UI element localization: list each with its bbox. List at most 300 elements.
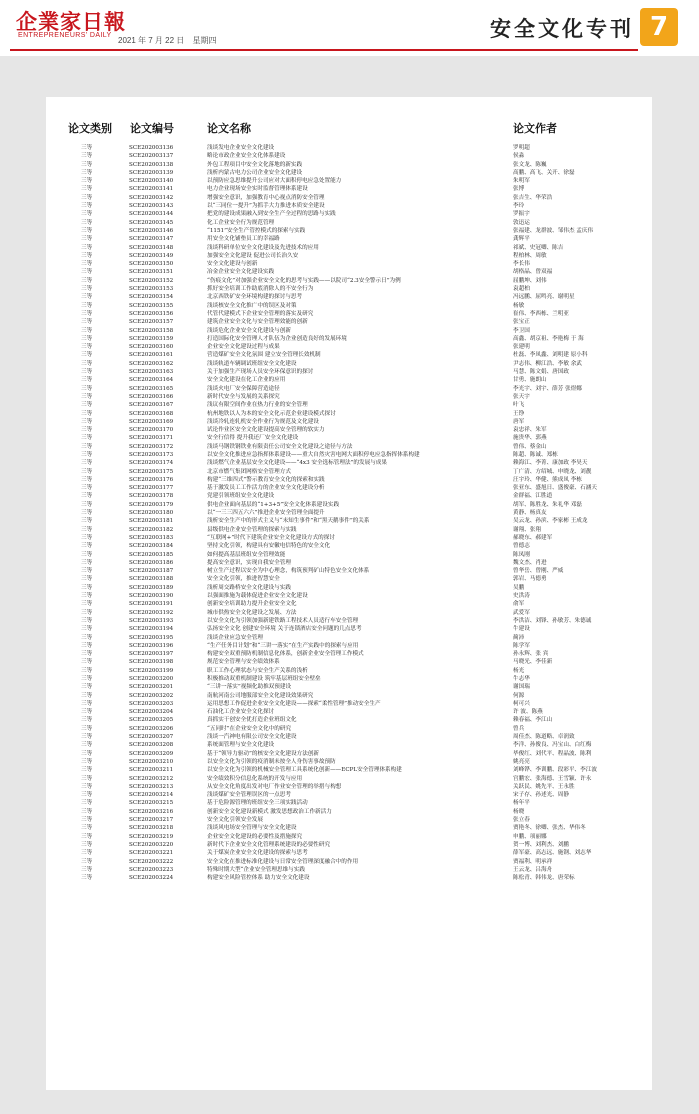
cell-author: 屈鹏坤、刘伟: [513, 277, 547, 284]
table-row: [0, 609, 699, 617]
cell-title: 系统面管理与安全文化建设: [207, 742, 275, 749]
cell-title: 积极推动双重机制建设 筑牢基层班组安全壁垒: [207, 676, 321, 682]
table-row: [0, 210, 699, 218]
table-row: [0, 393, 699, 401]
cell-title: 党建引领班组安全文化建设: [207, 493, 275, 500]
cell-author: 赖海江、李菁、康加政 李昊天: [513, 460, 588, 467]
cell-title: 北京西铁矿安全环境构建的探讨与思考: [207, 294, 303, 301]
table-row: [0, 219, 699, 227]
table-row: [0, 766, 699, 774]
cell-category: 三等: [81, 808, 93, 815]
cell-number: SCE202003223: [129, 866, 174, 873]
cell-author: 李光宇、刘宇、薛芳 张煜娜: [513, 385, 582, 392]
table-row: [0, 335, 699, 343]
cell-title: “生产任务目计划”和“三讲一落实”在生产实践中的探索与应用: [207, 642, 359, 649]
cell-number: SCE202003155: [129, 302, 174, 309]
cell-category: 三等: [81, 700, 93, 707]
cell-number: SCE202003165: [129, 385, 174, 392]
cell-author: 曾华岳、曾刚、严威: [513, 568, 564, 575]
cell-number: SCE202003189: [129, 584, 174, 591]
cell-author: 牛建设: [513, 626, 530, 633]
cell-title: 真抓实干创安全优打造企业班组文化: [207, 717, 297, 724]
cell-category: 三等: [81, 244, 93, 251]
cell-number: SCE202003205: [129, 717, 174, 724]
cell-author: 姚亮亮: [513, 758, 530, 765]
cell-title: 杭州地铁以人为本的安全文化示范企业建设模式探讨: [207, 410, 336, 417]
cell-author: 贺一博、刘利杰、刘鹏: [513, 841, 569, 848]
cell-category: 三等: [81, 609, 93, 616]
cell-title: 新时代安全与发展的关系探究: [207, 393, 280, 400]
cell-category: 三等: [81, 709, 93, 716]
cell-author: 吴云龙、孙滨、李家彬 王成龙: [513, 518, 588, 525]
cell-number: SCE202003160: [129, 344, 174, 351]
cell-title: 浅谈企业应急安全管理: [207, 634, 263, 641]
table-row: [0, 418, 699, 426]
cell-title: 创新安全培训助力提升企业安全文化: [207, 601, 297, 608]
cell-title: “1151”安全生产管控模式的探索与实践: [207, 227, 306, 234]
cell-category: 三等: [81, 626, 93, 633]
cell-category: 三等: [81, 800, 93, 807]
cell-author: 杨年平: [513, 800, 530, 807]
table-row: [0, 534, 699, 542]
cell-number: SCE202003200: [129, 676, 174, 682]
cell-number: SCE202003213: [129, 783, 174, 790]
table-row: [0, 650, 699, 658]
cell-number: SCE202003146: [129, 227, 174, 234]
cell-number: SCE202003196: [129, 642, 174, 649]
cell-category: 三等: [81, 584, 93, 591]
cell-author: 宫鹏宏、张海德、王雪颖、许永: [513, 775, 592, 782]
cell-author: 王云龙、吕海舟: [513, 866, 553, 873]
cell-number: SCE202003181: [129, 518, 174, 525]
cell-number: SCE202003161: [129, 352, 174, 359]
newspaper-logo: 企業家日報: [16, 9, 126, 34]
cell-title: 浅析安全生产中的形式主义与“未知生事件”和“黑天鹅事件”的关系: [207, 518, 370, 525]
table-row: [0, 849, 699, 857]
cell-title: 城市供热安全文化建设之发展、方法: [207, 609, 297, 616]
table-row: [0, 185, 699, 193]
cell-title: 构建安全风险管控体系 助力安全文化建设: [207, 875, 310, 882]
cell-category: 三等: [81, 302, 93, 309]
table-row: [0, 551, 699, 559]
cell-category: 三等: [81, 211, 93, 218]
cell-author: 薛军豪、高志远、施钢、刘志华: [513, 850, 592, 857]
cell-number: SCE202003198: [129, 659, 174, 666]
table-row: [0, 725, 699, 733]
cell-number: SCE202003215: [129, 800, 174, 807]
cell-title: 营造煤矿安全文化氛围 建立安全管理长效机制: [207, 352, 321, 359]
cell-number: SCE202003173: [129, 451, 174, 458]
cell-category: 三等: [81, 692, 93, 699]
table-row: [0, 858, 699, 866]
cell-author: 胡格晶、曾双福: [513, 269, 553, 276]
cell-category: 三等: [81, 261, 93, 268]
cell-number: SCE202003217: [129, 817, 174, 824]
cell-title: 安全绩效积分信息化系统的开发与应用: [207, 775, 303, 782]
cell-author: 牛志华: [513, 676, 530, 682]
cell-author: 杜磊、李凤鑫、刘明建 原小科: [513, 352, 588, 359]
table-row: [0, 799, 699, 807]
table-row: [0, 733, 699, 741]
table-row: [0, 169, 699, 177]
cell-number: SCE202003177: [129, 485, 174, 492]
cell-number: SCE202003218: [129, 825, 174, 832]
cell-title: 以安全文化为引领加强新建铁路工程技术人员适行车安全管理: [207, 617, 359, 624]
cell-category: 三等: [81, 642, 93, 649]
cell-category: 三等: [81, 875, 93, 882]
cell-category: 三等: [81, 335, 93, 342]
cell-category: 三等: [81, 501, 93, 508]
cell-author: 曾德志: [513, 543, 530, 550]
cell-title: “互联网+”时代下建筑企业安全文化建设方式的探讨: [207, 534, 335, 541]
cell-number: SCE202003144: [129, 211, 174, 218]
cell-author: 张福建、龙群波、邹伟杰 孟庆伟: [513, 227, 594, 234]
table-row: [0, 808, 699, 816]
cell-category: 三等: [81, 576, 93, 583]
cell-title: 以安全文化为引领的机械安全管理工具系统化创新——ECPL安全管理体系构建: [207, 767, 402, 774]
table-row: [0, 708, 699, 716]
cell-author: 李卫国: [513, 327, 530, 334]
cell-number: SCE202003210: [129, 758, 174, 765]
cell-author: 龚辉平: [513, 236, 530, 243]
table-row: [0, 468, 699, 476]
cell-category: 三等: [81, 443, 93, 450]
cell-number: SCE202003187: [129, 568, 174, 575]
cell-category: 三等: [81, 841, 93, 848]
table-row: [0, 161, 699, 169]
cell-number: SCE202003202: [129, 692, 174, 699]
paper-list: [0, 144, 699, 882]
cell-number: SCE202003140: [129, 178, 174, 185]
table-row: [0, 492, 699, 500]
cell-category: 三等: [81, 360, 93, 367]
cell-title: 南航河南公司地服部安全文化建设效果研究: [207, 692, 314, 699]
cell-author: 胡军、陈胜龙、朱礼华 邓磊: [513, 501, 582, 508]
cell-category: 三等: [81, 568, 93, 575]
cell-author: 柯可兴: [513, 700, 530, 707]
cell-title: 浅议有限空间作业在热力行业的安全管理: [207, 402, 308, 409]
cell-author: 谢翔、张翔: [513, 526, 541, 533]
cell-category: 三等: [81, 651, 93, 658]
cell-number: SCE202003145: [129, 219, 174, 226]
cell-number: SCE202003168: [129, 410, 174, 417]
cell-author: 杨敏: [513, 302, 525, 309]
cell-title: 代管代建模式下企业安全管理的落实及研究: [207, 310, 314, 317]
cell-number: SCE202003203: [129, 700, 174, 707]
cell-title: 县级供电企业安全管理的探索与实践: [207, 526, 297, 533]
cell-category: 三等: [81, 518, 93, 525]
cell-title: 电力企业现场安全实时监督管理体系建设: [207, 186, 308, 193]
cell-number: SCE202003191: [129, 601, 174, 608]
cell-number: SCE202003167: [129, 402, 174, 409]
cell-title: 抓好安全培训工作助底消除人的不安全行为: [207, 286, 314, 293]
cell-author: 关跃民、姚先平、王永胜: [513, 783, 575, 790]
cell-author: 唐军: [513, 418, 525, 425]
table-row: [0, 750, 699, 758]
cell-author: 杨晓: [513, 808, 525, 815]
cell-title: 冶金企业安全文化建设实践: [207, 269, 275, 276]
weekday-text: 星期四: [192, 36, 217, 45]
cell-author: 郝晓东、郝建军: [513, 534, 553, 541]
cell-category: 三等: [81, 858, 93, 865]
cell-title: 略论市政企业安全文化体系建设: [207, 153, 286, 160]
cell-author: 袁忠祥、朱军: [513, 427, 547, 434]
cell-title: 浅谈一汽神电有限公司安全文化建设: [207, 734, 297, 741]
table-row: [0, 675, 699, 683]
cell-category: 三等: [81, 742, 93, 749]
cell-author: 张文龙、陈巍: [513, 161, 547, 168]
issue-date: [118, 35, 223, 46]
cell-category: 三等: [81, 717, 93, 724]
cell-title: 从安全文化角度出发对电厂作业安全管理的举措与构想: [207, 783, 342, 790]
cell-category: 三等: [81, 725, 93, 732]
cell-category: 三等: [81, 435, 93, 442]
table-row: [0, 194, 699, 202]
cell-number: SCE202003138: [129, 161, 174, 168]
table-row: [0, 584, 699, 592]
cell-title: 打造国际化安全管理人才队伍为企业创造良好的发展环境: [207, 335, 347, 342]
cell-category: 三等: [81, 593, 93, 600]
table-row: [0, 443, 699, 451]
table-row: [0, 874, 699, 882]
cell-title: 浅析内蒙古电力公司企业安全文化建设: [207, 169, 303, 176]
cell-title: 安全文化建设与创新: [207, 261, 258, 268]
cell-category: 三等: [81, 559, 93, 566]
table-row: [0, 152, 699, 160]
cell-author: 谢国瑞: [513, 684, 530, 691]
cell-author: 张亚东、盛旭日、盛俊豪、石涵天: [513, 485, 597, 492]
cell-title: 增强安全意识，加强教育中心视点消防安全管理: [207, 194, 325, 201]
cell-author: 何源: [513, 692, 525, 699]
cell-title: 运用思想工作促进企业安全文化建设——探索“柔性管理”推动安全生产: [207, 700, 381, 707]
cell-title: 以安全文化为引领的疫消制未按全人身伤害事故预防: [207, 758, 336, 765]
cell-number: SCE202003142: [129, 194, 174, 201]
cell-category: 三等: [81, 145, 93, 151]
cell-category: 三等: [81, 319, 93, 326]
cell-author: 孙永辉、张 宾: [513, 651, 549, 658]
cell-category: 三等: [81, 792, 93, 799]
table-row: [0, 600, 699, 608]
table-row: [0, 252, 699, 260]
cell-category: 三等: [81, 269, 93, 276]
cell-category: 三等: [81, 393, 93, 400]
header-divider: [10, 49, 638, 51]
table-row: [0, 526, 699, 534]
cell-category: 三等: [81, 277, 93, 284]
table-row: [0, 716, 699, 724]
cell-title: 浅谈燃气企业基层安全文化建设——“4x3 安全选标管理法”的发展与成果: [207, 460, 387, 467]
table-row: [0, 741, 699, 749]
cell-category: 三等: [81, 178, 93, 185]
table-row: [0, 327, 699, 335]
cell-title: 安全行信得 提升我还厂安全文化建设: [207, 435, 299, 442]
header-number: 论文编号: [130, 122, 174, 135]
cell-title: 用安全文化铺垫员工的幸福路: [207, 236, 280, 243]
cell-author: 张立春: [513, 817, 530, 824]
cell-author: 黄静、杨真友: [513, 510, 547, 517]
table-row: [0, 592, 699, 600]
cell-number: SCE202003186: [129, 559, 174, 566]
table-row: [0, 410, 699, 418]
cell-category: 三等: [81, 684, 93, 691]
table-row: [0, 293, 699, 301]
cell-category: 三等: [81, 194, 93, 201]
cell-category: 三等: [81, 377, 93, 384]
cell-author: 毕俊红、刘代平、程晶波、陈利: [513, 750, 592, 757]
cell-author: 罗明超: [513, 145, 530, 151]
table-row: [0, 617, 699, 625]
cell-title: 浅谈马钢铁钢铁业有限责任公司安全文化建设之途径与方法: [207, 443, 353, 450]
cell-author: 李洪洁、刘锋、孙敏芳、朱德诚: [513, 617, 592, 624]
cell-author: 陈学军: [513, 642, 530, 649]
cell-category: 三等: [81, 850, 93, 857]
cell-number: SCE202003169: [129, 418, 174, 425]
cell-category: 三等: [81, 294, 93, 301]
cell-category: 三等: [81, 817, 93, 824]
cell-title: 构建“三维四式”警示教育安全文化的探索和实践: [207, 476, 325, 483]
cell-number: SCE202003180: [129, 510, 174, 517]
table-row: [0, 401, 699, 409]
cell-title: 基于激发员工工作活力的企业安全文化建设分析: [207, 485, 325, 492]
cell-number: SCE202003170: [129, 427, 174, 434]
cell-number: SCE202003149: [129, 252, 174, 259]
cell-title: 如何提高基层班组安全管理效能: [207, 551, 286, 558]
table-row: [0, 476, 699, 484]
cell-category: 三等: [81, 352, 93, 359]
cell-title: 提高安全意识，实现自我安全管理: [207, 559, 291, 566]
cell-number: SCE202003190: [129, 593, 174, 600]
table-row: [0, 816, 699, 824]
cell-author: 贾艳冬、徐卿、张杰、华伟冬: [513, 825, 586, 832]
cell-number: SCE202003166: [129, 393, 174, 400]
cell-number: SCE202003193: [129, 617, 174, 624]
cell-category: 三等: [81, 866, 93, 873]
cell-author: 陈松青、韩伟龙、唐荣标: [513, 875, 575, 882]
cell-number: SCE202003192: [129, 609, 174, 616]
cell-category: 三等: [81, 468, 93, 475]
cell-author: 丁广清、方绍城、申晓龙、刘靓: [513, 468, 592, 475]
cell-author: 陈凤刚: [513, 551, 530, 558]
cell-category: 三等: [81, 659, 93, 666]
cell-title: 创新安全文化建设新模式 激发思想政治工作新活力: [207, 808, 332, 815]
table-row: [0, 542, 699, 550]
masthead: [0, 0, 699, 56]
cell-author: 蔺沛: [513, 634, 525, 641]
cell-category: 三等: [81, 758, 93, 765]
cell-title: 试论作业区安全文化建设提高安全管理的软实力: [207, 427, 325, 434]
table-row: [0, 426, 699, 434]
cell-author: 郭岩、马德勇: [513, 576, 547, 583]
cell-number: SCE202003136: [129, 145, 174, 151]
cell-number: SCE202003154: [129, 294, 174, 301]
cell-author: 周佳杰、陈道略、卓润致: [513, 734, 575, 741]
cell-number: SCE202003156: [129, 310, 174, 317]
cell-author: 叶飞: [513, 402, 525, 409]
cell-title: 供电企业面向基层的“1+3+5”安全文化体系建设实践: [207, 501, 340, 508]
cell-author: 俞军: [513, 601, 525, 608]
cell-number: SCE202003148: [129, 244, 174, 251]
cell-category: 三等: [81, 219, 93, 226]
cell-author: 李洋、孙俊良、冯宝山、白红梅: [513, 742, 592, 749]
cell-title: 企业安全文化建设的必要性及措施探究: [207, 833, 303, 840]
table-row: [0, 692, 699, 700]
cell-number: SCE202003163: [129, 369, 174, 376]
cell-category: 三等: [81, 617, 93, 624]
cell-author: 贾福利、明承祥: [513, 858, 553, 865]
cell-title: 坚持文化引领，构建具有安徽电信特色的安全文化: [207, 543, 331, 550]
table-row: [0, 235, 699, 243]
cell-category: 三等: [81, 485, 93, 492]
cell-author: 崔伟、李西栋、兰明亚: [513, 310, 569, 317]
table-row: [0, 841, 699, 849]
cell-number: SCE202003219: [129, 833, 174, 840]
table-row: [0, 451, 699, 459]
cell-author: 宋子存、孙述光、周静: [513, 792, 569, 799]
cell-category: 三等: [81, 476, 93, 483]
cell-category: 三等: [81, 783, 93, 790]
table-row: [0, 268, 699, 276]
cell-author: 甘勇、施朗山: [513, 377, 547, 384]
table-row: [0, 244, 699, 252]
cell-category: 三等: [81, 543, 93, 550]
table-row: [0, 177, 699, 185]
table-row: [0, 517, 699, 525]
cell-number: SCE202003176: [129, 476, 174, 483]
cell-category: 三等: [81, 286, 93, 293]
cell-title: 以预防应急思维提升公司应对大面积停电应急处置能力: [207, 178, 342, 185]
cell-title: 浅析周交路桥安全文化建设与实践: [207, 584, 291, 591]
cell-title: 职工工作心理状态与安全生产关系的浅析: [207, 667, 308, 674]
cell-number: SCE202003183: [129, 534, 174, 541]
cell-author: 张建明: [513, 344, 530, 351]
cell-author: 许 波、陈燕: [513, 709, 543, 716]
cell-number: SCE202003147: [129, 236, 174, 243]
cell-author: 李长伟: [513, 261, 530, 268]
cell-number: SCE202003162: [129, 360, 174, 367]
table-row: [0, 658, 699, 666]
cell-category: 三等: [81, 161, 93, 168]
cell-number: SCE202003137: [129, 153, 174, 160]
table-row: [0, 625, 699, 633]
cell-number: SCE202003195: [129, 634, 174, 641]
cell-category: 三等: [81, 402, 93, 409]
table-row: [0, 683, 699, 691]
cell-number: SCE202003143: [129, 203, 174, 210]
cell-category: 三等: [81, 601, 93, 608]
cell-title: 基于“领导力驱动”的核安全文化建设方法创新: [207, 750, 320, 757]
table-row: [0, 318, 699, 326]
cell-title: 基于危险源管理的班组安全三项实践活动: [207, 800, 308, 807]
table-row: [0, 634, 699, 642]
table-row: [0, 144, 699, 152]
table-row: [0, 434, 699, 442]
cell-title: 安全文化建设在化工企业的应用: [207, 377, 286, 384]
table-row: [0, 351, 699, 359]
cell-number: SCE202003222: [129, 858, 174, 865]
cell-number: SCE202003157: [129, 319, 174, 326]
cell-title: 企业安全文化建设过程与成果: [207, 344, 280, 351]
cell-category: 三等: [81, 385, 93, 392]
cell-title: 树立生产过程以安全为中心理念，构筑预判矿山特色安全文化体系: [207, 568, 370, 575]
cell-title: 石油化工企业安全文化探讨: [207, 709, 275, 716]
cell-author: 程柏林、周敏: [513, 252, 547, 259]
cell-number: SCE202003172: [129, 443, 174, 450]
cell-author: 王铮: [513, 410, 525, 417]
cell-number: SCE202003159: [129, 335, 174, 342]
cell-number: SCE202003220: [129, 841, 174, 848]
cell-title: “伤痕文化”对加强企业安全文化的思考与实践——以院司“2.3安全警示日”为例: [207, 277, 401, 284]
cell-title: 浅谈轨道车辆调试班组安全文化建设: [207, 360, 297, 367]
